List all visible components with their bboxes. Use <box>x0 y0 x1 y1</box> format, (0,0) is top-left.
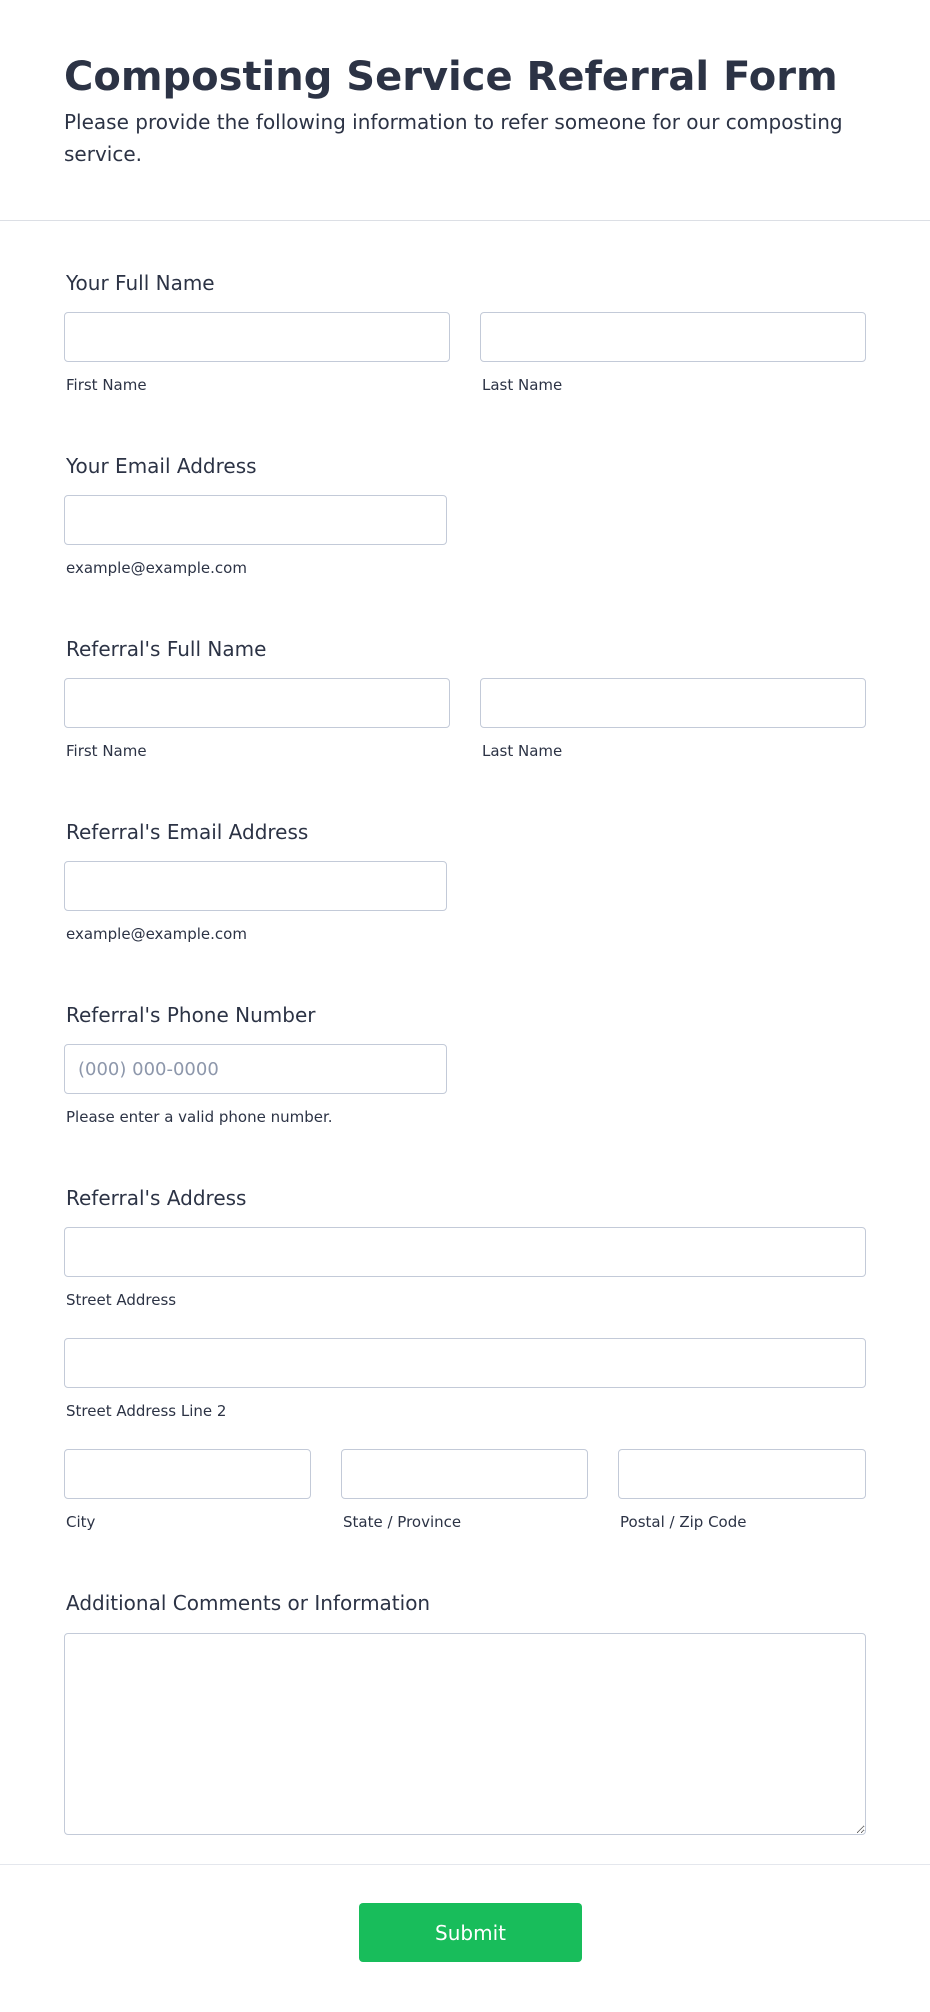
street-address-sublabel: Street Address <box>66 1291 177 1309</box>
your-last-name-sublabel: Last Name <box>482 376 563 394</box>
your-full-name-label: Your Full Name <box>66 271 215 295</box>
street-address-input[interactable] <box>64 1227 866 1277</box>
referral-email-label: Referral's Email Address <box>66 820 309 844</box>
form-header <box>0 0 930 221</box>
referral-last-name-sublabel: Last Name <box>482 742 563 760</box>
state-province-input[interactable] <box>341 1449 588 1499</box>
your-first-name-sublabel: First Name <box>66 376 147 394</box>
referral-first-name-input[interactable] <box>64 678 450 728</box>
submit-button[interactable]: Submit <box>359 1903 582 1962</box>
street-address-line2-sublabel: Street Address Line 2 <box>66 1402 227 1420</box>
referral-email-sublabel: example@example.com <box>66 925 247 943</box>
referral-last-name-input[interactable] <box>480 678 866 728</box>
footer-divider <box>0 1864 930 1865</box>
comments-textarea[interactable] <box>64 1633 866 1835</box>
referral-email-input[interactable] <box>64 861 447 911</box>
comments-label: Additional Comments or Information <box>66 1591 431 1615</box>
page-subtitle: Please provide the following information to refer someone for our composting service. <box>64 110 843 166</box>
postal-zip-code-input[interactable] <box>618 1449 866 1499</box>
your-last-name-input[interactable] <box>480 312 866 362</box>
street-address-line2-input[interactable] <box>64 1338 866 1388</box>
city-input[interactable] <box>64 1449 311 1499</box>
postal-zip-code-sublabel: Postal / Zip Code <box>620 1513 747 1531</box>
your-email-sublabel: example@example.com <box>66 559 247 577</box>
city-sublabel: City <box>66 1513 96 1531</box>
referral-full-name-label: Referral's Full Name <box>66 637 267 661</box>
your-email-label: Your Email Address <box>66 454 257 478</box>
page-title: Composting Service Referral Form <box>64 54 838 100</box>
referral-phone-input[interactable] <box>64 1044 447 1094</box>
referral-first-name-sublabel: First Name <box>66 742 147 760</box>
referral-phone-sublabel: Please enter a valid phone number. <box>66 1108 333 1126</box>
your-first-name-input[interactable] <box>64 312 450 362</box>
state-province-sublabel: State / Province <box>343 1513 462 1531</box>
referral-address-label: Referral's Address <box>66 1186 247 1210</box>
referral-phone-label: Referral's Phone Number <box>66 1003 316 1027</box>
your-email-input[interactable] <box>64 495 447 545</box>
